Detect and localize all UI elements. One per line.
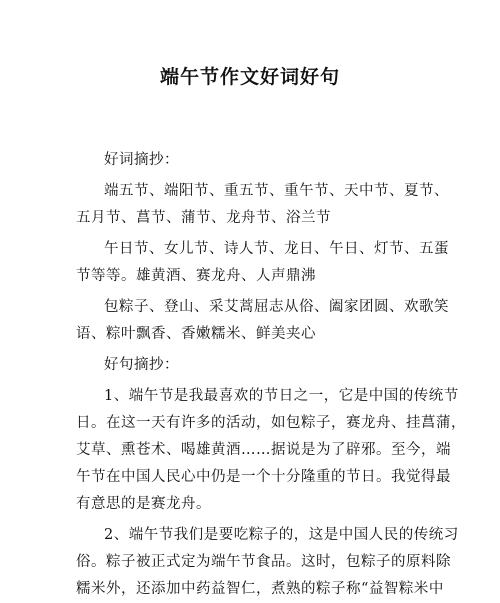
text-line: 2、端午节我们是要吃粽子的，这是中国人民的传统习 [104,527,459,543]
document-body [76,147,466,603]
text-line: 端五节、端阳节、重五节、重午节、天中节、夏节、 [104,183,449,199]
text-line: 有意思的是赛龙舟。 [76,496,211,512]
section-heading-sentences: 好句摘抄： [104,357,179,373]
text-line: 午节在中国人民心中仍是一个十分隆重的节日。我觉得最 [76,469,451,485]
text-line: 1、端午节是我最喜欢的节日之一，它是中国的传统节 [104,388,459,404]
text-line: 艾草、熏苍术、喝雄黄酒……据说是为了辟邪。至今，端 [76,442,451,458]
text-line: 俗。粽子被正式定为端午节食品。这时，包粽子的原料除 [76,554,451,570]
document-title: 端午节作文好词好句 [159,66,340,88]
text-line: 五月节、菖节、蒲节、龙舟节、浴兰节 [76,210,331,226]
text-line: 包粽子、登山、采艾蒿屈志从俗、阖家团圆、欢歌笑 [104,299,449,315]
text-line: 午日节、女儿节、诗人节、龙日、午日、灯节、五蛋 [104,241,449,257]
text-line: 日。在这一天有许多的活动，如包粽子，赛龙舟、挂菖蒲， [76,415,466,431]
text-line: 语、粽叶飘香、香嫩糯米、鲜美夹心 [76,326,316,342]
section-heading-words: 好词摘抄： [104,152,179,168]
text-line: 节等等。雄黄酒、赛龙舟、人声鼎沸 [76,268,316,284]
text-line: 糯米外，还添加中药益智仁，煮熟的粽子称“益智粽米中 [76,581,444,597]
